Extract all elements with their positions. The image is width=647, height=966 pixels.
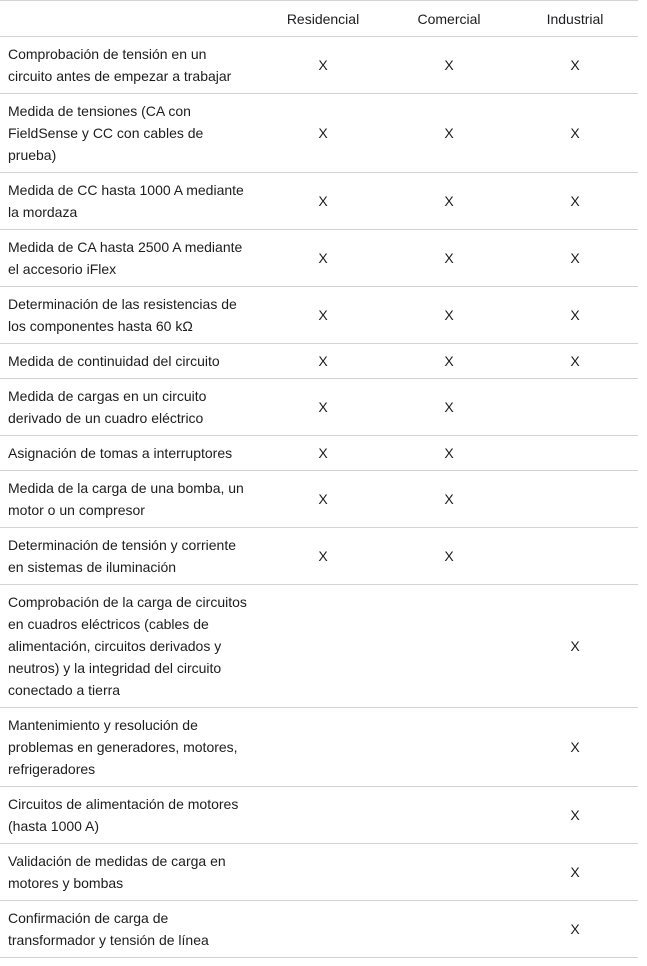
row-label: Medida de cargas en un circuito derivado de un cuadro eléctrico (0, 379, 260, 436)
header-row (0, 1, 638, 37)
header-blank (0, 1, 260, 37)
table-row (0, 287, 638, 344)
row-label: Mantenimiento y resolución de problemas en generadores, motores, refrigeradores (0, 708, 260, 787)
header-comercial: Comercial (386, 1, 512, 37)
mark-residencial: X (260, 173, 386, 230)
mark-residencial: X (260, 37, 386, 94)
row-label: Determinación de tensión y corriente en sistemas de iluminación (0, 528, 260, 585)
table-row (0, 230, 638, 287)
mark-comercial (386, 787, 512, 844)
mark-residencial: X (260, 379, 386, 436)
mark-industrial: X (512, 787, 638, 844)
mark-industrial: X (512, 844, 638, 901)
table-row (0, 708, 638, 787)
mark-residencial: X (260, 230, 386, 287)
mark-industrial: X (512, 173, 638, 230)
row-label: Medida de tensiones (CA con FieldSense y CC con cables de prueba) (0, 94, 260, 173)
table-row (0, 585, 638, 708)
mark-industrial: X (512, 708, 638, 787)
mark-industrial (512, 471, 638, 528)
table-row (0, 37, 638, 94)
mark-comercial: X (386, 528, 512, 585)
mark-comercial (386, 708, 512, 787)
table-row (0, 173, 638, 230)
mark-industrial (512, 436, 638, 471)
mark-comercial: X (386, 230, 512, 287)
mark-industrial: X (512, 344, 638, 379)
mark-residencial (260, 787, 386, 844)
table-row (0, 94, 638, 173)
mark-residencial (260, 585, 386, 708)
mark-industrial: X (512, 901, 638, 958)
mark-residencial (260, 844, 386, 901)
table-row (0, 528, 638, 585)
mark-industrial: X (512, 37, 638, 94)
row-label: Medida de CA hasta 2500 A mediante el accesorio iFlex (0, 230, 260, 287)
row-label: Comprobación de la carga de circuitos en cuadros eléctricos (cables de alimentación, circuitos derivados y neutros) y la integridad del circuito conectado a tierra (0, 585, 260, 708)
table-header (0, 1, 638, 37)
mark-comercial: X (386, 344, 512, 379)
table-row (0, 471, 638, 528)
mark-residencial: X (260, 436, 386, 471)
mark-comercial: X (386, 436, 512, 471)
row-label: Asignación de tomas a interruptores (0, 436, 260, 471)
table-row (0, 901, 638, 958)
mark-comercial: X (386, 471, 512, 528)
table-body (0, 37, 638, 958)
table-row (0, 344, 638, 379)
row-label: Validación de medidas de carga en motores y bombas (0, 844, 260, 901)
row-label: Medida de continuidad del circuito (0, 344, 260, 379)
mark-residencial: X (260, 94, 386, 173)
table-row (0, 379, 638, 436)
mark-comercial (386, 844, 512, 901)
mark-comercial (386, 585, 512, 708)
row-label: Confirmación de carga de transformador y tensión de línea (0, 901, 260, 958)
mark-comercial: X (386, 173, 512, 230)
mark-residencial (260, 708, 386, 787)
mark-residencial: X (260, 528, 386, 585)
mark-residencial (260, 901, 386, 958)
row-label: Circuitos de alimentación de motores (hasta 1000 A) (0, 787, 260, 844)
table-row (0, 436, 638, 471)
mark-industrial (512, 528, 638, 585)
row-label: Determinación de las resistencias de los componentes hasta 60 kΩ (0, 287, 260, 344)
mark-industrial: X (512, 230, 638, 287)
row-label: Medida de CC hasta 1000 A mediante la mordaza (0, 173, 260, 230)
mark-comercial: X (386, 94, 512, 173)
mark-comercial: X (386, 37, 512, 94)
row-label: Comprobación de tensión en un circuito antes de empezar a trabajar (0, 37, 260, 94)
table-row (0, 787, 638, 844)
mark-residencial: X (260, 344, 386, 379)
mark-residencial: X (260, 471, 386, 528)
header-residencial: Residencial (260, 1, 386, 37)
mark-industrial: X (512, 585, 638, 708)
mark-comercial: X (386, 287, 512, 344)
row-label: Medida de la carga de una bomba, un motor o un compresor (0, 471, 260, 528)
mark-comercial: X (386, 379, 512, 436)
mark-residencial: X (260, 287, 386, 344)
mark-industrial: X (512, 94, 638, 173)
table-row (0, 844, 638, 901)
header-industrial: Industrial (512, 1, 638, 37)
mark-industrial: X (512, 287, 638, 344)
mark-industrial (512, 379, 638, 436)
mark-comercial (386, 901, 512, 958)
